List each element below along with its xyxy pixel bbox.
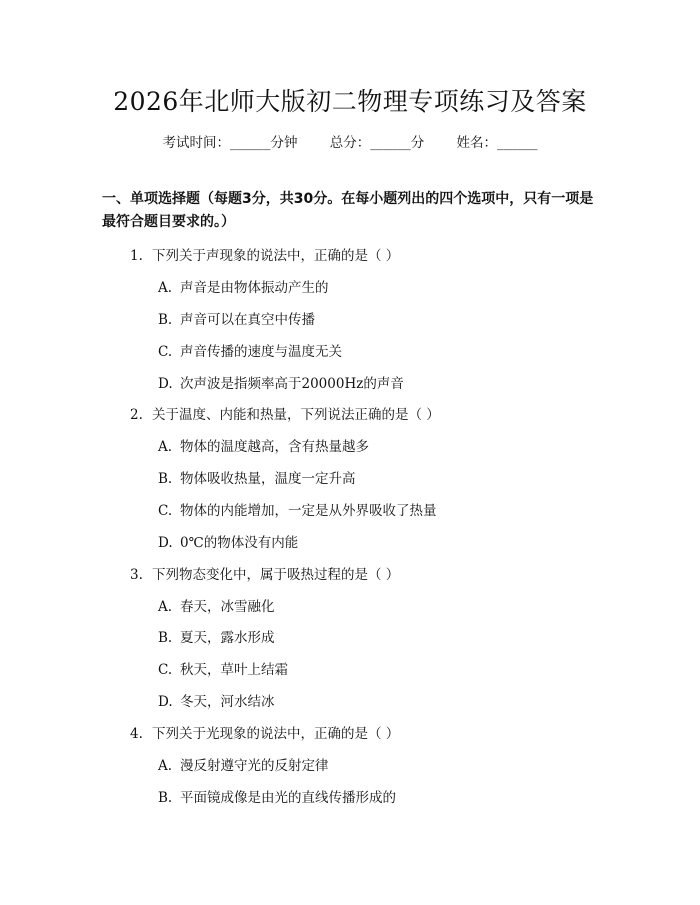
option-2b	[158, 467, 356, 487]
option-letter: B.	[158, 630, 173, 646]
document-title: 2026年北师大版初二物理专项练习及答案	[113, 87, 587, 116]
option-letter: A.	[158, 280, 173, 296]
question-1	[130, 244, 399, 264]
option-text: 平面镜成像是由光的直线传播形成的	[180, 790, 396, 806]
question-text: 下列物态变化中，属于吸热过程的是（ ）	[152, 567, 400, 583]
exam-time-field: 考试时间：______分钟	[162, 135, 298, 151]
option-3a	[158, 595, 275, 615]
option-3c	[158, 658, 288, 678]
option-text: 冬天，河水结冰	[180, 694, 275, 710]
option-letter: B.	[158, 312, 173, 328]
option-text: 0℃的物体没有内能	[180, 535, 299, 551]
option-2d	[158, 531, 298, 551]
option-1b	[158, 308, 315, 328]
option-1c	[158, 340, 342, 360]
option-2c	[158, 499, 437, 519]
section-heading-single-choice: 一、单项选择题（每题3分，共30分。在每小题列出的四个选项中，只有一项是最符合题目要求的。）	[102, 191, 594, 230]
option-text: 声音是由物体振动产生的	[180, 280, 329, 296]
option-text: 声音传播的速度与温度无关	[180, 344, 342, 360]
option-text: 物体吸收热量，温度一定升高	[180, 471, 356, 487]
question-number: 1.	[130, 248, 143, 264]
option-text: 物体的温度越高，含有热量越多	[180, 439, 369, 455]
total-score-field: 总分：______分	[329, 135, 425, 151]
question-text: 关于温度、内能和热量，下列说法正确的是（ ）	[152, 407, 440, 423]
question-3	[130, 563, 399, 583]
option-3b	[158, 626, 275, 646]
question-2	[130, 403, 440, 423]
option-letter: A.	[158, 599, 173, 615]
option-letter: D.	[158, 376, 173, 392]
option-letter: D.	[158, 694, 173, 710]
option-text: 次声波是指频率高于20000Hz的声音	[180, 376, 404, 392]
option-letter: A.	[158, 439, 173, 455]
option-letter: C.	[158, 662, 173, 678]
option-letter: D.	[158, 535, 173, 551]
option-text: 声音可以在真空中传播	[180, 312, 315, 328]
option-text: 夏天，露水形成	[180, 630, 275, 646]
option-letter: B.	[158, 790, 173, 806]
option-1a	[158, 276, 329, 296]
option-2a	[158, 435, 369, 455]
option-text: 物体的内能增加，一定是从外界吸收了热量	[180, 503, 437, 519]
option-letter: A.	[158, 758, 173, 774]
option-4a	[158, 754, 329, 774]
option-text: 漫反射遵守光的反射定律	[180, 758, 329, 774]
option-1d	[158, 372, 404, 392]
exam-info-line	[0, 131, 700, 151]
option-letter: C.	[158, 503, 173, 519]
question-4	[130, 722, 399, 742]
question-number: 3.	[130, 567, 143, 583]
student-name-field: 姓名：______	[456, 135, 538, 151]
option-letter: C.	[158, 344, 173, 360]
option-letter: B.	[158, 471, 173, 487]
question-number: 2.	[130, 407, 143, 423]
question-text: 下列关于光现象的说法中，正确的是（ ）	[152, 726, 400, 742]
option-text: 秋天，草叶上结霜	[180, 662, 288, 678]
question-text: 下列关于声现象的说法中，正确的是（ ）	[152, 248, 400, 264]
option-4b	[158, 786, 396, 806]
question-number: 4.	[130, 726, 143, 742]
option-3d	[158, 690, 275, 710]
option-text: 春天，冰雪融化	[180, 599, 275, 615]
